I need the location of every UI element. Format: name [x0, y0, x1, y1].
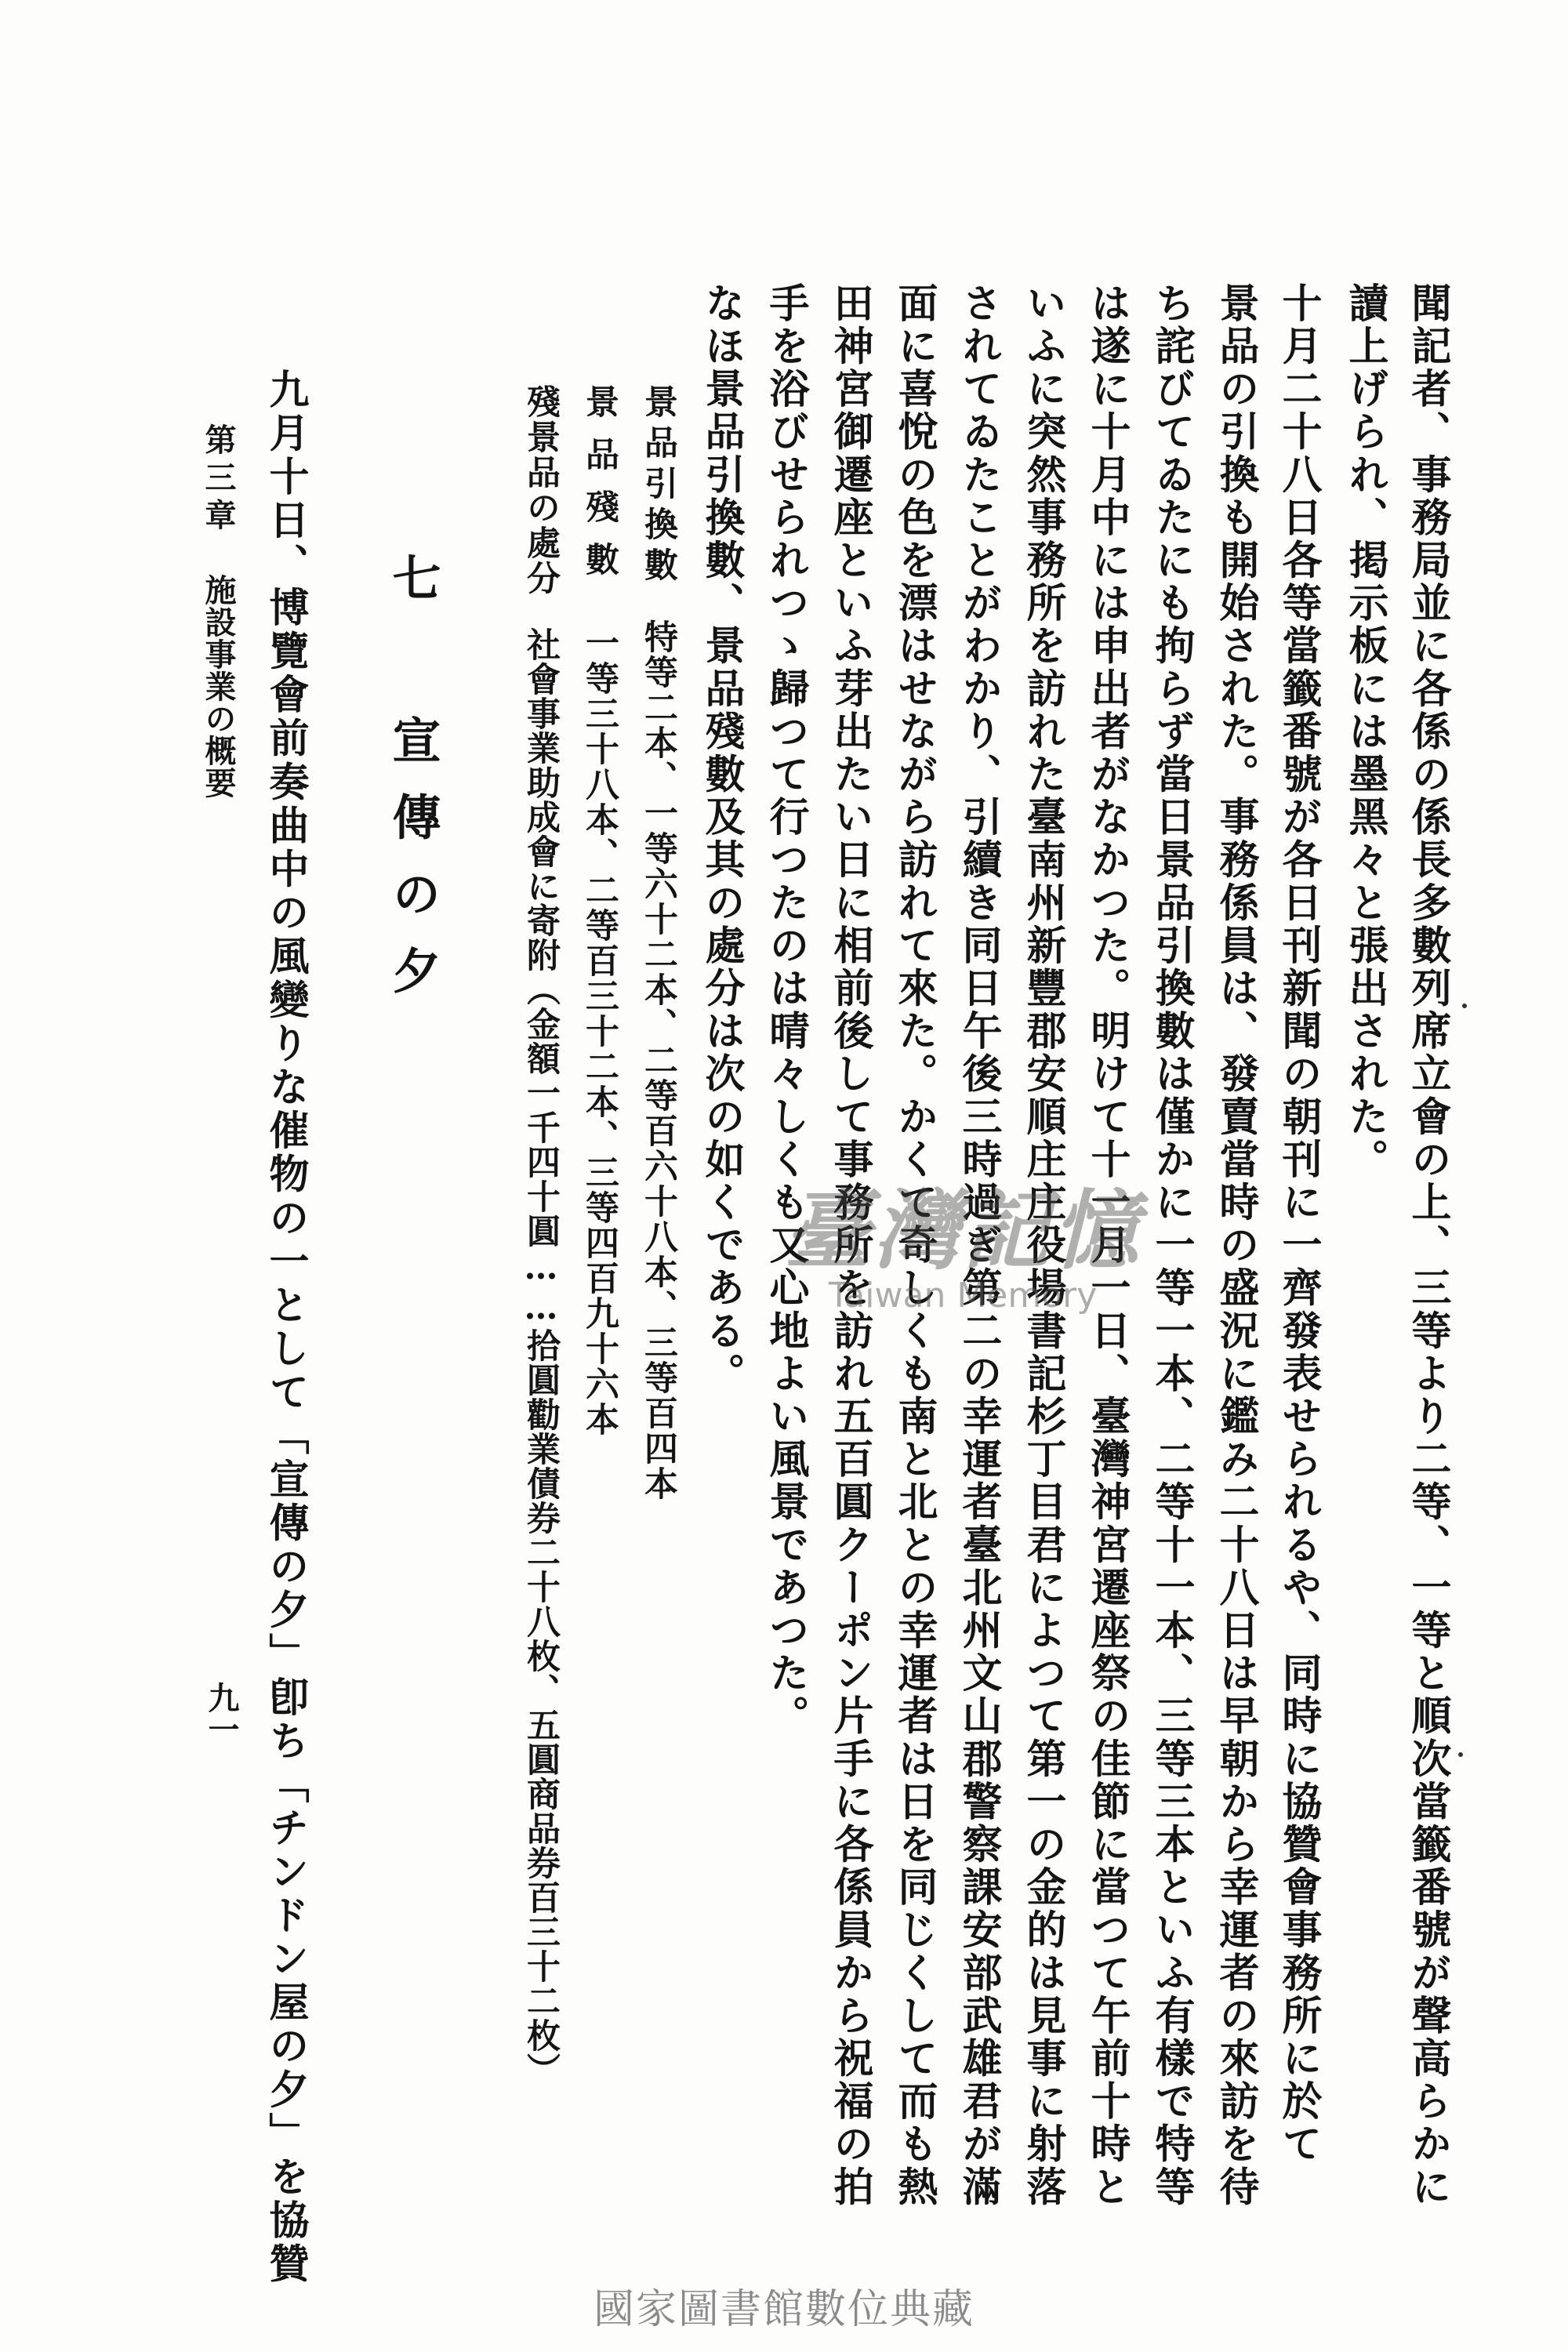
text-column: 手を浴びせられつゝ歸つて行つたのは晴々しくも又心地よい風景であつた。	[762, 282, 809, 1738]
prize-table-row	[521, 384, 561, 2087]
text-column: 十月二十八日各等當籤番號が各日刊新聞の朝刊に一齊發表せられるや、同時に協贊會事務所に於て	[1275, 282, 1322, 2166]
chapter-running-head	[200, 423, 237, 799]
text-column: いふに突然事務所を訪れた臺南州新豐郡安順庄庄役場書記杉丁目君によつて第一の金的は見事に射落	[1019, 282, 1066, 2209]
section-heading: 七 宣傳の夕	[384, 553, 441, 1022]
scan-speck	[1462, 1004, 1467, 1008]
text-column: 九月十日、博覽會前奏曲中の風變りな催物の一として「宣傳の夕」卽ち「チンドン屋の夕」を協贊	[262, 368, 309, 2287]
prize-table-value: 特等二本、一等六十二本、二等百六十八本、三等百四本	[639, 619, 678, 1501]
watermark-chinese: 臺灣記憶	[784, 1180, 1142, 1281]
prize-table-row	[639, 384, 678, 1501]
watermark-english: Taiwan Memory	[828, 1276, 1098, 1316]
chapter-title: 施設事業の概要	[200, 574, 237, 799]
library-footer: 國家圖書館數位典藏	[593, 2286, 975, 2333]
prize-table-label: 殘景品の處分	[521, 384, 561, 596]
prize-table-value: 社會事業助成會に寄附（金額一千四十圓……拾圓勸業債券二十八枚、五圓商品券百三十二枚）	[521, 627, 561, 2087]
text-column: は遂に十月中には申出者がなかつた。明けて十一月一日、臺灣神宮遷座祭の佳節に當つて午前十時と	[1083, 282, 1131, 2209]
prize-table-row	[580, 384, 619, 1437]
text-column: 景品の引換も開始された。事務係員は、發賣當時の盛況に鑑み二十八日は早朝から幸運者の來訪を待	[1212, 282, 1259, 2209]
text-column: されてゐたことがわかり、引續き同日午後三時過ぎ第二の幸運者臺北州文山郡警察課安部武雄君が滿	[955, 282, 1002, 2209]
prize-table-label: 景品殘數	[580, 384, 619, 594]
prize-table-label: 景品引換數	[639, 384, 678, 588]
page-number: 九一	[203, 1682, 240, 1744]
text-column: 聞記者、事務局並に各係の係長多數列席立會の上、三等より二等、一等と順次當籤番號が聲高らかに	[1404, 282, 1451, 2209]
text-column: 面に喜悅の色を漂はせながら訪れて來た。かくて奇しくも南と北との幸運者は日を同じくして而も熱	[891, 282, 938, 2209]
text-column: 田神宮御遷座といふ芽出たい日に相前後して事務所を訪れ五百圓クーポン片手に各係員から祝福の拍	[826, 282, 873, 2209]
text-column: なほ景品引換數、景品殘數及其の處分は次の如くである。	[698, 282, 745, 1396]
scan-speck	[1458, 1752, 1463, 1757]
chapter-number: 第三章	[200, 423, 237, 536]
prize-table-value: 一等三十八本、二等百三十二本、三等四百九十六本	[580, 626, 619, 1437]
text-column: ち詫びてゐたにも拘らず當日景品引換數は僅かに一等一本、二等十一本、三等三本といふ有樣で特等	[1148, 282, 1195, 2209]
text-column: 讀上げられ、掲示板には墨黑々と張出された。	[1341, 282, 1388, 1181]
